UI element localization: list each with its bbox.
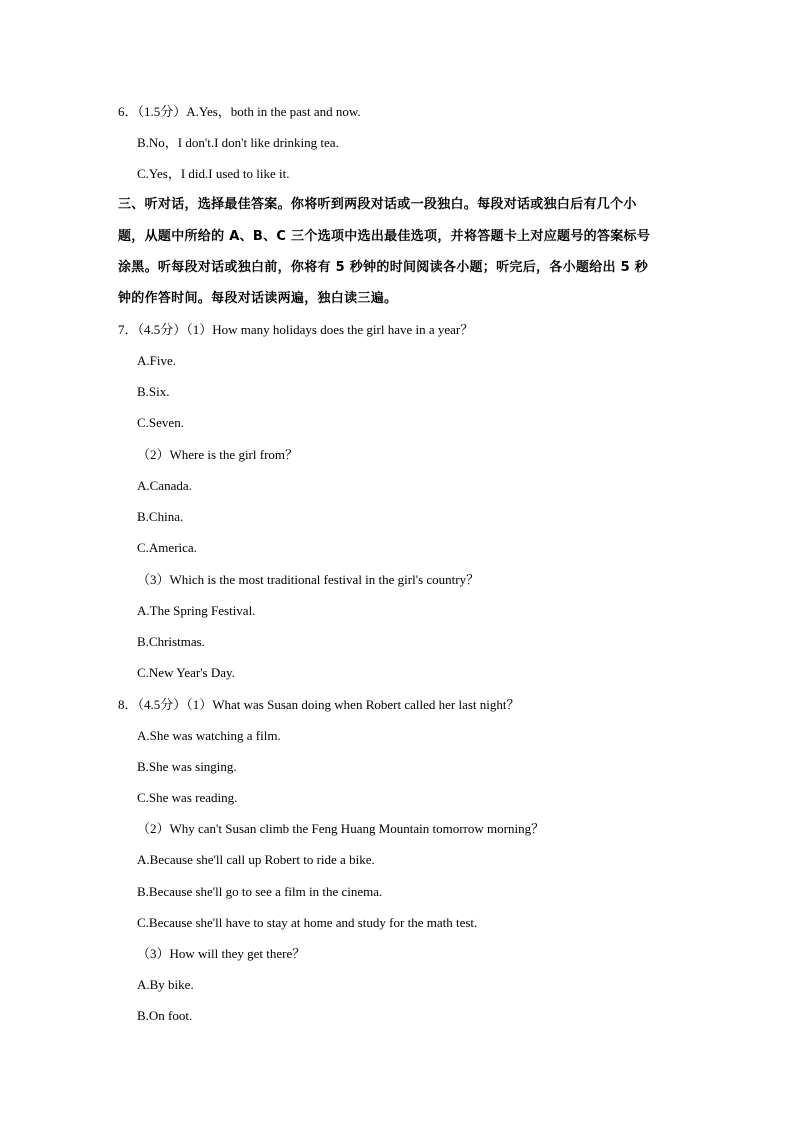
question-6-option-c: C.Yes，I did.I used to like it. xyxy=(137,166,290,181)
question-8-2-option-a: A.Because she'll call up Robert to ride a bike. xyxy=(137,852,375,867)
question-7-2-option-c: C.America. xyxy=(137,540,197,555)
question-7-3-head: （3）Which is the most traditional festival in the girl's country？ xyxy=(137,572,480,587)
question-8-1-option-b: B.She was singing. xyxy=(137,759,237,774)
question-8-head: 8．（4.5分）（1）What was Susan doing when Robert called her last night？ xyxy=(118,697,520,712)
section-3-instructions-line-3: 涂黑。听每段对话或独白前，你将有 5 秒钟的时间阅读各小题；听完后，各小题给出 5 秒 xyxy=(118,260,649,275)
question-8-2-option-b: B.Because she'll go to see a film in the cinema. xyxy=(137,884,383,899)
question-7-3-option-c: C.New Year's Day. xyxy=(137,665,235,680)
question-7-1-option-c: C.Seven. xyxy=(137,415,184,430)
section-3-instructions-line-4: 钟的作答时间。每段对话读两遍，独白读三遍。 xyxy=(118,291,398,306)
question-7-head: 7．（4.5分）（1）How many holidays does the girl have in a year？ xyxy=(118,322,474,337)
question-8-1-option-c: C.She was reading. xyxy=(137,790,238,805)
section-3-instructions-line-2: 题，从题中所给的 A、B、C 三个选项中选出最佳选项，并将答题卡上对应题号的答案标号 xyxy=(118,229,651,244)
question-8-2-option-c: C.Because she'll have to stay at home and study for the math test. xyxy=(137,915,478,930)
question-7-1-option-b: B.Six. xyxy=(137,384,170,399)
question-7-3-option-b: B.Christmas. xyxy=(137,634,205,649)
question-6-option-b: B.No，I don't.I don't like drinking tea. xyxy=(137,135,339,150)
question-8-3-option-b: B.On foot. xyxy=(137,1008,193,1023)
question-8-3-option-a: A.By bike. xyxy=(137,977,194,992)
section-3-instructions-line-1: 三、听对话，选择最佳答案。你将听到两段对话或一段独白。每段对话或独白后有几个小 xyxy=(118,197,637,212)
question-7-1-option-a: A.Five. xyxy=(137,353,176,368)
question-7-2-option-b: B.China. xyxy=(137,509,184,524)
question-8-2-head: （2）Why can't Susan climb the Feng Huang Mountain tomorrow morning？ xyxy=(137,821,545,836)
question-7-2-head: （2）Where is the girl from？ xyxy=(137,447,299,462)
question-8-1-option-a: A.She was watching a film. xyxy=(137,728,281,743)
question-8-3-head: （3）How will they get there？ xyxy=(137,946,306,961)
question-7-3-option-a: A.The Spring Festival. xyxy=(137,603,256,618)
question-6-head: 6．（1.5分）A.Yes，both in the past and now. xyxy=(118,104,361,119)
question-7-2-option-a: A.Canada. xyxy=(137,478,192,493)
